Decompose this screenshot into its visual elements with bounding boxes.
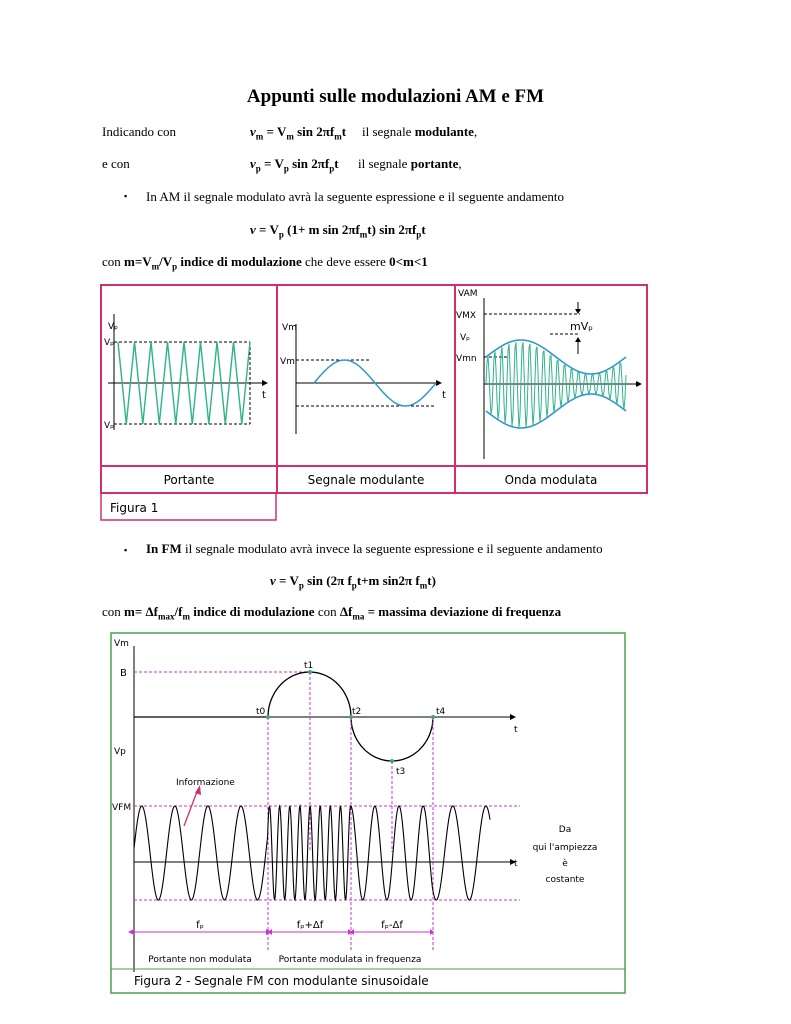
intro-row-2-text: il segnale portante, [358,156,462,171]
page-title: Appunti sulle modulazioni AM e FM [246,86,545,107]
intro-row-1-label: Indicando con [102,124,177,139]
fm-formula: $v = V_p$ sin (2π $f_pt+m$ sin2π $f_mt$) [270,573,436,591]
fm-t-label-top: t [514,725,518,735]
intro-row-2-formula: $v_p = V_p$ $\sin 2\pi f_pt$ [250,156,339,174]
carrier-bottom-label: Vₚ [104,421,115,431]
carrier-plot [104,314,268,431]
figure-1 [100,284,650,522]
am-formula: $v = V_p$ (1+ m $\sin 2\pi f_mt$) $\sin 2\pi f_pt$ [250,222,426,240]
am-vmx-label: VMX [456,311,477,321]
fm-note-4: costante [545,875,585,885]
figure-1-frame [101,285,647,493]
modulating-plot [280,323,446,434]
fm-fp-minus-label: fₚ-Δf [381,920,403,931]
carrier-t-label: t [262,390,266,401]
am-index-line: con $m=V_m/V_p$ indice di modulazione che deve essere 0<m<1 [102,254,428,272]
figure-2-caption: Figura 2 - Segnale FM con modulante sinusoidale [134,974,429,988]
am-bullet: ▪ [124,191,128,201]
am-text: In AM il segnale modulato avrà la seguente espressione e il seguente andamento [146,189,565,204]
carrier-top-label: Vₚ [104,338,115,348]
panel-label-modulating: Segnale modulante [307,473,425,487]
am-mvp-label: mVₚ [570,320,593,333]
intro-row-2-label: e con [102,156,130,171]
fm-fp-label: fₚ [196,920,204,931]
panel-label-modulated: Onda modulata [504,473,598,487]
fm-note-1: Da [558,825,572,835]
fm-t1-label: t1 [304,661,314,671]
am-plot [456,289,642,459]
fm-t2-label: t2 [352,707,362,717]
figure-1-caption: Figura 1 [110,501,159,515]
fm-text: In FM il segnale modulato avrà invece la seguente espressione e il seguente andamento [146,541,603,556]
am-vam-label: VAM [458,289,478,299]
fm-vm-label: Vm [114,639,129,649]
fm-index-line: con $m= \Delta f_{max}/f_m$ indice di modulazione con $\Delta f_{ma}$ = massima deviazione di frequenza [102,604,562,622]
fm-fp-plus-label: fₚ+Δf [296,920,324,931]
fm-bullet: ▪ [124,545,128,555]
fm-portante-non-label: Portante non modulata [148,955,252,965]
carrier-axis-label: Vₚ [108,322,119,332]
intro-row-1-formula: $v_m = V_m$ $\sin 2\pi f_mt$ [250,124,347,142]
modulating-t-label: t [442,390,446,401]
figure-2 [110,632,628,996]
panel-label-carrier: Portante [163,473,215,487]
fm-b-label: B [120,668,127,679]
intro-row-1-text: il segnale modulante, [362,124,478,139]
fm-info-label: Informazione [176,778,235,788]
fm-vp-label: Vp [114,747,126,757]
fm-vfm-label: VFM [112,803,132,813]
fm-t3-label: t3 [396,767,406,777]
fm-t-label-bottom: t [514,859,518,869]
figure-2-frame [111,633,625,993]
fm-note-3: è [562,859,568,869]
modulating-top-label: Vm [280,357,295,367]
fm-t4-label: t4 [436,707,446,717]
fm-note-2: qui l'ampiezza [532,843,598,853]
am-vmn-label: Vmn [456,354,477,364]
modulating-axis-label: Vm [282,323,297,333]
fm-portante-mod-label: Portante modulata in frequenza [278,955,422,965]
fm-t0-label: t0 [256,707,266,717]
am-vp-label: Vₚ [460,333,471,343]
